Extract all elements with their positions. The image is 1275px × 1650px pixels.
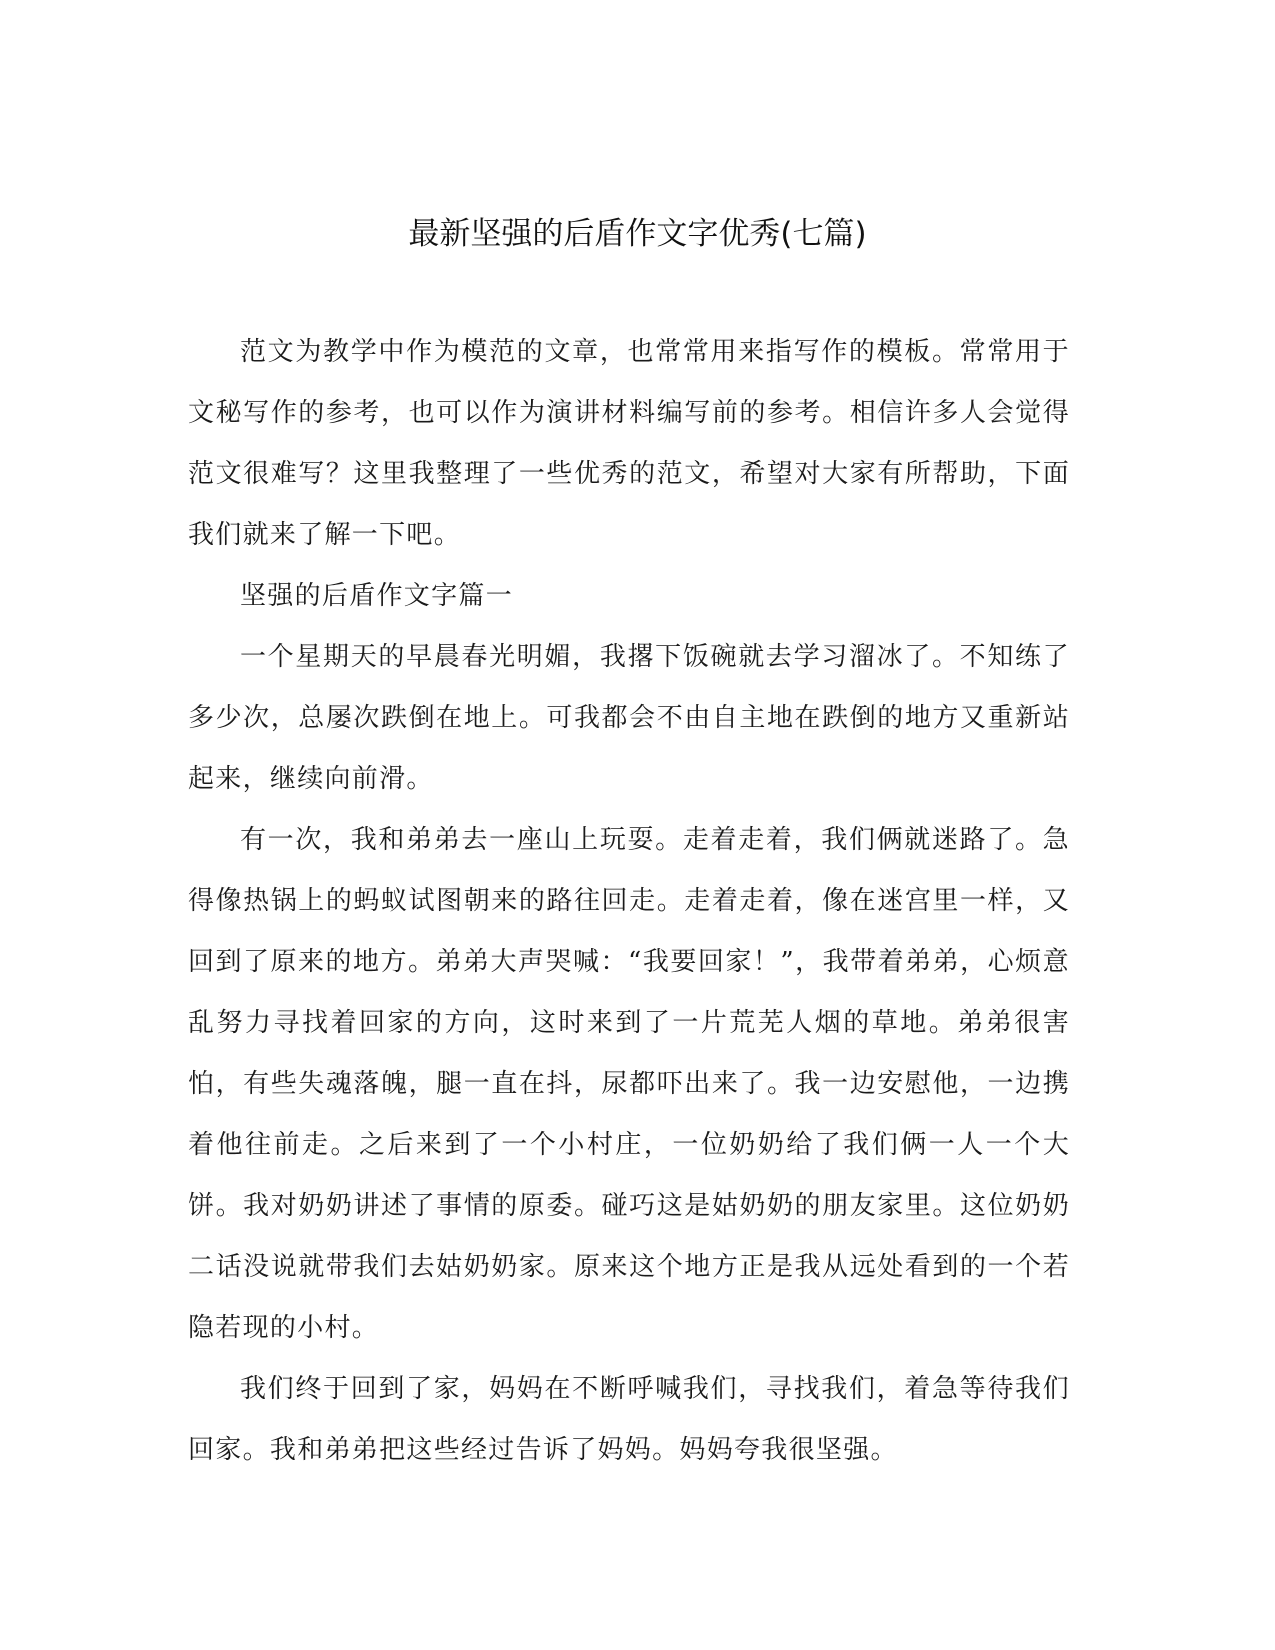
document-body <box>188 322 1070 1481</box>
section-heading: 坚强的后盾作文字篇一 <box>240 581 514 611</box>
body-paragraph: 有一次，我和弟弟去一座山上玩耍。走着走着，我们俩就迷路了。急得像热锅上的蚂蚁试图朝来的路往回走。走着走着，像在迷宫里一样，又回到了原来的地方。弟弟大声哭喊：“我要回家！”，我带着弟弟，心烦意乱努力寻找着回家的方向，这时来到了一片荒芜人烟的草地。弟弟很害怕，有些失魂落魄，腿一直在抖，尿都吓出来了。我一边安慰他，一边携着他往前走。之后来到了一个小村庄，一位奶奶给了我们俩一人一个大饼。我对奶奶讲述了事情的原委。碰巧这是姑奶奶的朋友家里。这位奶奶二话没说就带我们去姑奶奶家。原来这个地方正是我从远处看到的一个若隐若现的小村。 <box>188 825 1070 1343</box>
intro-paragraph: 范文为教学中作为模范的文章，也常常用来指写作的模板。常常用于文秘写作的参考，也可以作为演讲材料编写前的参考。相信许多人会觉得范文很难写？这里我整理了一些优秀的范文，希望对大家有所帮助，下面我们就来了解一下吧。 <box>188 337 1070 550</box>
body-paragraph: 一个星期天的早晨春光明媚，我撂下饭碗就去学习溜冰了。不知练了多少次，总屡次跌倒在地上。可我都会不由自主地在跌倒的地方又重新站起来，继续向前滑。 <box>188 642 1070 794</box>
document-title: 最新坚强的后盾作文字优秀(七篇) <box>408 216 867 252</box>
body-paragraph: 我们终于回到了家，妈妈在不断呼喊我们，寻找我们，着急等待我们回家。我和弟弟把这些经过告诉了妈妈。妈妈夸我很坚强。 <box>188 1374 1070 1465</box>
